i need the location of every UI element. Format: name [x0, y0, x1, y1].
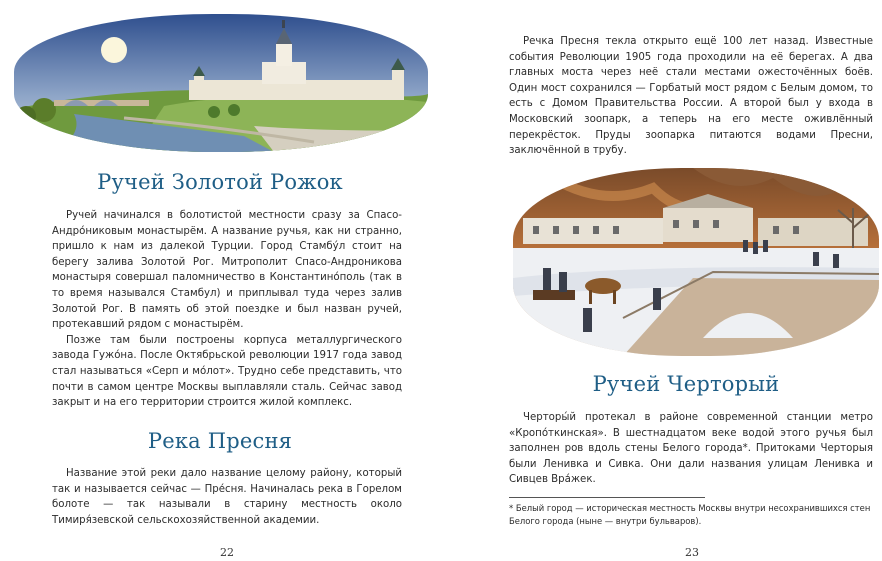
heading-chertoryy: Ручей Черторый [592, 372, 780, 396]
paragraph: Позже там были построены корпуса металлургического завода Гужо́на. После Октябрьской революции 1917 года завод стал называться «Серп и мо́лот». Трудно себе представить, что почти в самом центре Москвы выплавляли сталь. Сейчас завод закрыт и на его территории строится жилой комплекс. [52, 334, 402, 409]
paragraph: Название этой реки дало название целому району, который так и называется сейчас — Пре́сня. Начиналась река в Горелом болоте — так называли в старину местность около Тимиря́зевской сельскохозяйственной академии. [52, 468, 402, 526]
text-block-chertoryy [509, 410, 873, 488]
right-page [441, 0, 882, 561]
heading-zolotoy-rozhok: Ручей Золотой Рожок [97, 170, 343, 194]
page-number: 23 [685, 546, 699, 559]
footnote-divider [509, 497, 705, 498]
text-block-presnya [52, 466, 402, 528]
paragraph: Речка Пресня текла открыто ещё 100 лет назад. Известные события Революции 1905 года проходили на её берегах. А два главных моста через неё стали местами ожесточённых боёв. Один мост сохранился — Горбатый мост рядом с Белым домом, то есть с Домом Правительства России. А второй был у входа в Московский зоопарк, а теперь на его месте оживлённый перекрёсток. Пруды зоопарка питаются водами Пресни, заключённой в трубу. [509, 36, 873, 157]
heading-reka-presnya: Река Пресня [147, 429, 293, 453]
footnote: * Белый город — историческая местность Москвы внутри несохранившихся стен Белого города (ныне — внутри бульваров). [509, 503, 871, 526]
paragraph: Ручей начинался в болотистой местности сразу за Спасо-Андро́никовым монастырём. А название ручья, как ни странно, пришло к нам из далекой Турции. Город Стамбу́л стоит на берегу залива Золотой Рог. Митрополит Спасо-Андроникова монастыря совершал паломничество в Константино́поль (так в то время назывался Стамбул) и приплывал туда через залив Золотой Рог. В память об этой поездке и был назван ручей, протекавший рядом с монастырём. [52, 210, 402, 331]
text-block-presnya-continued [509, 34, 873, 159]
text-block-zolotoy-rozhok [52, 208, 402, 411]
page-number: 22 [220, 546, 234, 559]
monastery-illustration [14, 14, 428, 152]
paragraph: Черторы́й протекал в районе современной станции метро «Кропо́ткинская». В шестнадцатом веке водой этого ручья был заполнен ров вдоль стены Белого города*. Притоками Черторыя были Ленивка и Сивка. Они дали названия улицам Ленивка и Сивцев Вра́жек. [509, 412, 873, 486]
winter-bridge-illustration [513, 168, 879, 356]
